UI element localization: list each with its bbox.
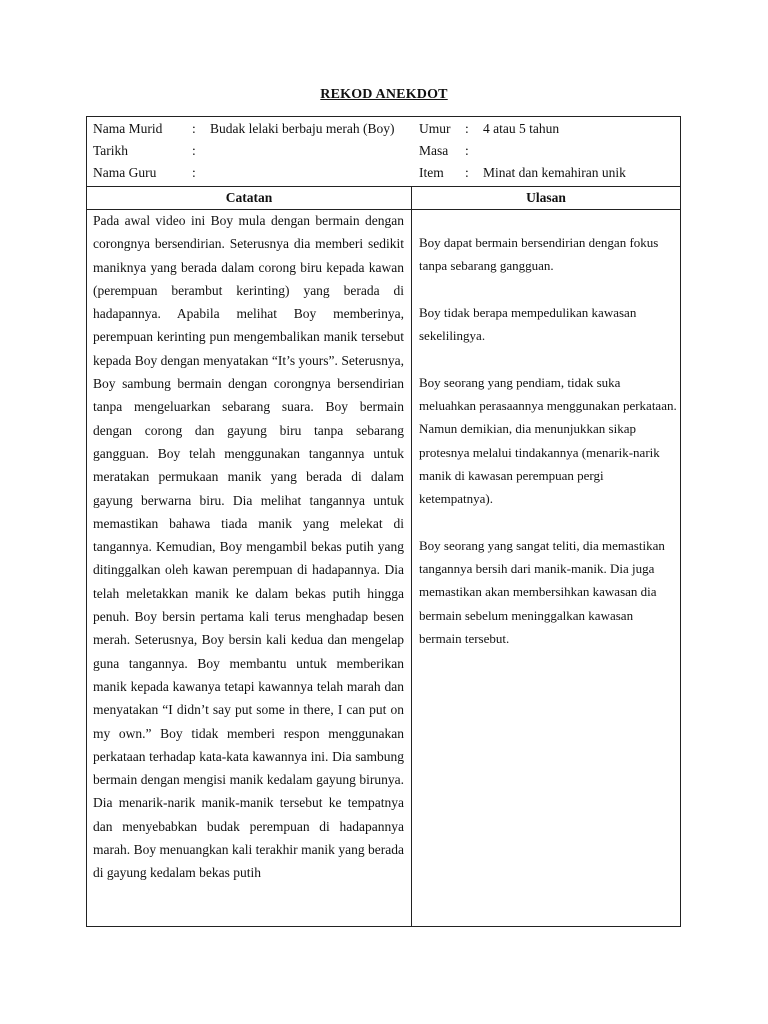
colon: :	[192, 121, 196, 136]
info-row-2	[87, 139, 680, 162]
masa-label: Masa	[419, 143, 449, 158]
catatan-text: Pada awal video ini Boy mula dengan bermain dengan corongnya bersendirian. Seterusnya dia memberi sedikit maniknya yang berada dalam corong biru kepada kawan (perempuan berambut kerinting) yang berada di hadapannya. Apabila melihat Boy memberinya, perempuan kerinting pun mengembalikan manik tersebut kepada Boy dengan menyatakan “It’s yours”. Seterusnya, Boy sambung bermain dengan corongnya bersendirian tanpa mengeluarkan sebarang suara. Boy bermain dengan corong dan gayung biru tanpa sebarang gangguan. Boy telah menggunakan tangannya untuk meratakan permukaan manik yang berada di dalam gayung berwarna biru. Dia melihat tangannya untuk memastikan bahawa tiada manik yang melekat di tangannya. Kemudian, Boy mengambil bekas putih yang ditinggalkan oleh kawan perempuan di hadapannya. Dia telah meletakkan manik ke dalam bekas putih hingga penuh. Boy bersin pertama kali terus menghadap besen merah. Seterusnya, Boy bersin kali kedua dan mengelap guna tangannya. Boy membantu untuk memberikan manik kepada kawanya tetapi kawannya telah marah dan menyatakan “I didn’t say put some in there, I can put on my own.” Boy tidak memberi respon menggunakan perkataan terhadap kata-kata kawannya ini. Dia sambung bermain dengan mengisi manik kedalam gayung birunya. Dia menarik-narik manik-manik tersebut ke tempatnya dan menyebabkan budak perempuan di hadapannya marah. Boy menuangkan kali terakhir manik yang berada di gayung kedalam bekas putih	[93, 213, 404, 881]
info-row-3	[87, 161, 680, 184]
column-divider	[411, 186, 412, 927]
ulasan-item: Boy tidak berapa mempedulikan kawasan sekelilingya.	[419, 304, 637, 344]
umur-value: 4 atau 5 tahun	[483, 121, 560, 136]
page-title: REKOD ANEKDOT	[320, 87, 448, 102]
colon: :	[192, 165, 196, 180]
ulasan-item: Boy seorang yang pendiam, tidak suka meluahkan perasaannya menggunakan perkataan. Namun demikian, dia menunjukkan sikap protesnya melalui tindakannya (menarik-narik manik di kawasan perempuan pergi ketempatnya).	[419, 374, 677, 507]
item-label: Item	[419, 165, 444, 180]
item-value: Minat dan kemahiran unik	[483, 165, 626, 180]
info-row-1	[87, 117, 680, 140]
colon: :	[465, 143, 469, 158]
ulasan-item: Boy seorang yang sangat teliti, dia memastikan tangannya bersih dari manik-manik. Dia juga memastikan akan membersihkan kawasan dia bermain sebelum meninggalkan kawasan bermain tersebut.	[419, 537, 665, 647]
ulasan-list	[419, 231, 677, 674]
umur-label: Umur	[419, 121, 451, 136]
ulasan-item: Boy dapat bermain bersendirian dengan fokus tanpa sebarang gangguan.	[419, 235, 659, 274]
nama-murid-label: Nama Murid	[93, 121, 163, 136]
catatan-header: Catatan	[225, 190, 273, 205]
nama-guru-label: Nama Guru	[93, 165, 157, 180]
colon: :	[465, 165, 469, 180]
tarikh-label: Tarikh	[93, 143, 129, 158]
nama-murid-value: Budak lelaki berbaju merah (Boy)	[210, 121, 395, 136]
colon: :	[465, 121, 469, 136]
ulasan-header: Ulasan	[526, 190, 566, 205]
anecdote-table	[86, 116, 681, 927]
colon: :	[192, 143, 196, 158]
